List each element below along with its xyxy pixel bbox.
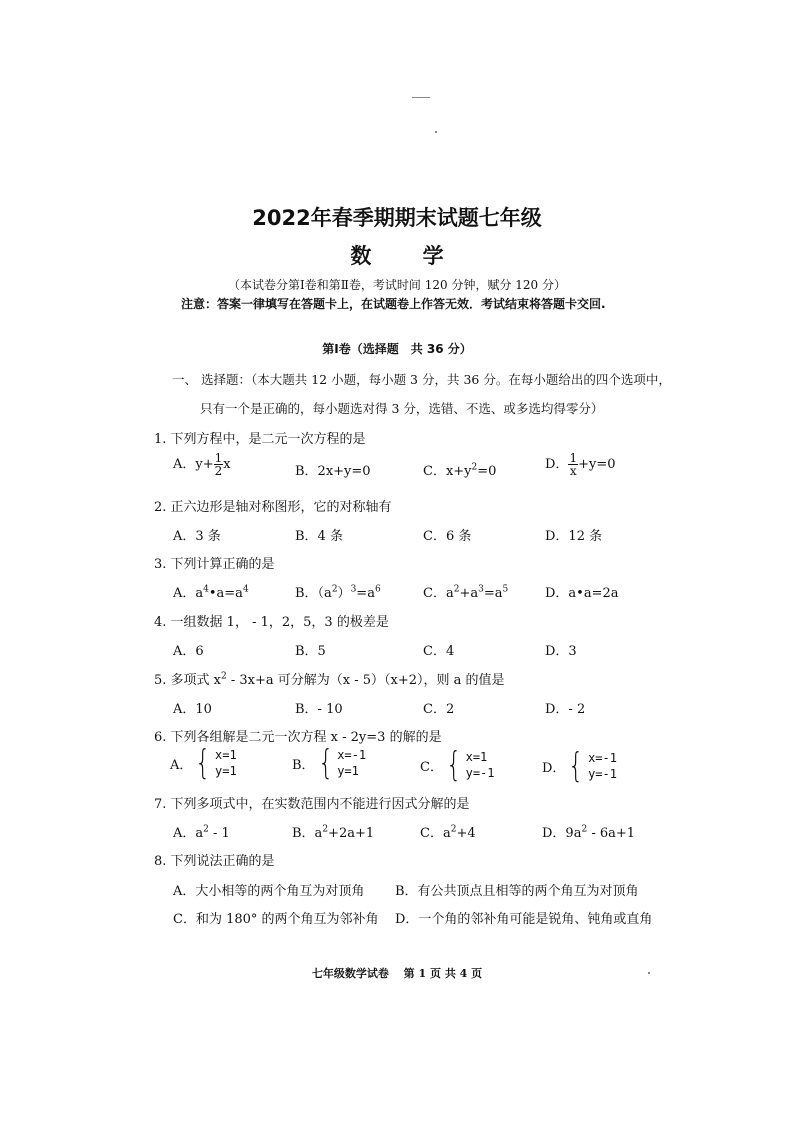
q6-a-label: A． [170, 757, 193, 773]
q1-d-fraction [568, 452, 578, 477]
q1-option-b: B．2x+y=0 [295, 464, 371, 479]
q3-b5: =a [356, 586, 375, 601]
q6-b-label: B． [292, 757, 315, 773]
q3-a1: A．a [173, 586, 204, 601]
q3-c4: 3 [478, 584, 484, 595]
q7-option-d [542, 822, 635, 841]
exam-notice: 注意：答案一律填写在答题卡上，在试题卷上作答无效．考试结束将答题卡交回. [181, 297, 606, 311]
q1-a-den: 2 [214, 464, 223, 478]
q1-c-pre: C．x+y [423, 464, 472, 479]
q4-option-d: D．3 [545, 644, 577, 659]
q6-option-a [170, 743, 237, 783]
q6-option-b [292, 743, 367, 783]
q4-stem: 4. 一组数据 1， - 1，2，5，3 的极差是 [154, 615, 389, 630]
q6-a-line2: y=1 [215, 764, 237, 778]
q6-c-line1: x=1 [465, 750, 488, 764]
q7-d2: 2 [581, 824, 588, 835]
q5-stem-3: - 3x+a 可分解为（x - 5）（x+2），则 a 的值是 [226, 673, 505, 688]
exam-info: （本试卷分第Ⅰ卷和第Ⅱ卷，考试时间 120 分钟，赋分 120 分） [228, 278, 566, 292]
q1-option-d [545, 452, 615, 477]
q7-a1: A．a [173, 826, 204, 841]
q1-a-suffix: x [223, 457, 231, 472]
q1-a-num: 1 [214, 451, 223, 465]
q6-c-label: C． [420, 759, 443, 775]
q1-d-suffix: +y=0 [578, 457, 616, 472]
q1-c-post: =0 [477, 464, 497, 479]
q6-c-line2: y=-1 [465, 766, 495, 780]
q7-option-c [420, 822, 476, 841]
q6-a-system [215, 747, 237, 779]
q7-option-a [173, 822, 230, 841]
page-footer: 七年级数学试卷 第 1 页 共 4 页 [311, 967, 483, 980]
q3-b3: ） [337, 586, 351, 601]
exam-title: 2022年春季期期末试题七年级 [252, 206, 542, 230]
scan-dot [435, 131, 437, 133]
q3-c1: C．a [423, 586, 454, 601]
q7-c2: 2 [450, 824, 457, 835]
q6-d-line1: x=-1 [588, 751, 617, 765]
section-instruction-line1: 一、 选择题：（本大题共 12 小题，每小题 3 分，共 36 分。在每小题给出的四个选项中， [172, 372, 671, 387]
q7-b1: B．a [292, 826, 323, 841]
q3-c6: 5 [502, 584, 509, 595]
q1-d-num: 1 [569, 451, 578, 465]
q7-b3: +2a+1 [328, 826, 375, 841]
q3-c2: 2 [453, 584, 460, 595]
q6-option-c [420, 745, 495, 785]
left-brace-icon: { [446, 745, 462, 785]
q7-b2: 2 [322, 824, 329, 835]
q1-c-sup: 2 [471, 462, 478, 473]
q3-a4: 4 [242, 584, 249, 595]
q2-option-a: A．3 条 [173, 529, 221, 544]
q3-a3: •a=a [208, 586, 243, 601]
q1-a-fraction [214, 452, 224, 477]
left-brace-icon: { [568, 746, 584, 786]
q3-stem: 3. 下列计算正确的是 [154, 557, 275, 572]
q5-option-d: D．- 2 [545, 702, 586, 717]
q7-d3: - 6a+1 [587, 826, 636, 841]
q5-option-c: C．2 [423, 702, 455, 717]
q7-d1: D．9a [542, 826, 582, 841]
q3-c5: =a [483, 586, 503, 601]
q7-a2: 2 [203, 824, 209, 835]
q6-d-label: D． [542, 760, 566, 776]
q2-option-b: B．4 条 [295, 529, 343, 544]
q7-option-b [292, 822, 374, 841]
scan-mark-top [412, 97, 430, 98]
subject-title: 数 学 [350, 244, 466, 268]
q6-c-system [466, 749, 495, 781]
q7-a3: - 1 [208, 826, 230, 841]
q6-b-line2: y=1 [337, 764, 359, 778]
q3-b1: B．（a [295, 586, 332, 601]
q5-option-b: B．- 10 [295, 702, 343, 717]
q3-a2: 4 [203, 584, 209, 595]
q6-b-system [337, 747, 366, 779]
q4-option-a: A．6 [173, 644, 204, 659]
q3-c3: +a [459, 586, 479, 601]
q5-stem [154, 669, 505, 688]
q3-option-d: D．a•a=2a [545, 586, 619, 601]
q5-stem-1: 5. 多项式 x [154, 673, 221, 688]
q2-option-c: C．6 条 [423, 529, 472, 544]
q4-option-b: B．5 [295, 644, 326, 659]
q3-b2: 2 [331, 584, 338, 595]
left-brace-icon: { [317, 743, 333, 783]
q4-option-c: C．4 [423, 644, 455, 659]
q2-stem: 2. 正六边形是轴对称图形，它的对称轴有 [154, 500, 392, 515]
q5-stem-2: 2 [221, 671, 227, 682]
q6-option-d [542, 746, 617, 786]
q8-option-d: D．一个角的邻补角可能是锐角、钝角或直角 [395, 912, 653, 927]
q7-c1: C．a [420, 826, 451, 841]
q8-stem: 8. 下列说法正确的是 [154, 854, 275, 869]
q6-d-line2: y=-1 [588, 767, 617, 781]
q3-option-c [423, 582, 508, 601]
q1-d-den: x [569, 464, 577, 478]
q8-option-a: A．大小相等的两个角互为对顶角 [173, 884, 365, 899]
q1-d-prefix: D． [545, 457, 569, 472]
q2-option-d: D．12 条 [545, 529, 603, 544]
q6-a-line1: x=1 [215, 748, 237, 762]
q6-stem: 6. 下列各组解是二元一次方程 x - 2y=3 的解的是 [154, 730, 442, 745]
q3-option-b [295, 582, 381, 601]
q3-b6: 6 [374, 584, 381, 595]
q5-option-a: A．10 [173, 702, 212, 717]
q1-option-a [173, 452, 231, 477]
q6-d-system [588, 750, 617, 782]
q7-c3: +4 [456, 826, 476, 841]
q1-stem: 1. 下列方程中，是二元一次方程的是 [154, 432, 366, 447]
q8-option-c: C．和为 180° 的两个角互为邻补角 [173, 912, 379, 927]
q3-option-a [173, 582, 249, 601]
q1-option-c [423, 460, 496, 479]
q3-b4: 3 [350, 584, 357, 595]
section-instruction-line2: 只有一个是正确的，每小题选对得 3 分，选错、不选、或多选均得零分） [200, 401, 604, 416]
q1-a-prefix: A．y+ [173, 457, 214, 472]
q8-option-b: B．有公共顶点且相等的两个角互为对顶角 [395, 884, 639, 899]
q7-stem: 7. 下列多项式中，在实数范围内不能进行因式分解的是 [154, 797, 470, 812]
q6-b-line1: x=-1 [337, 748, 367, 762]
section-title: 第Ⅰ卷（选择题 共 36 分） [322, 342, 472, 356]
left-brace-icon: { [195, 743, 211, 783]
